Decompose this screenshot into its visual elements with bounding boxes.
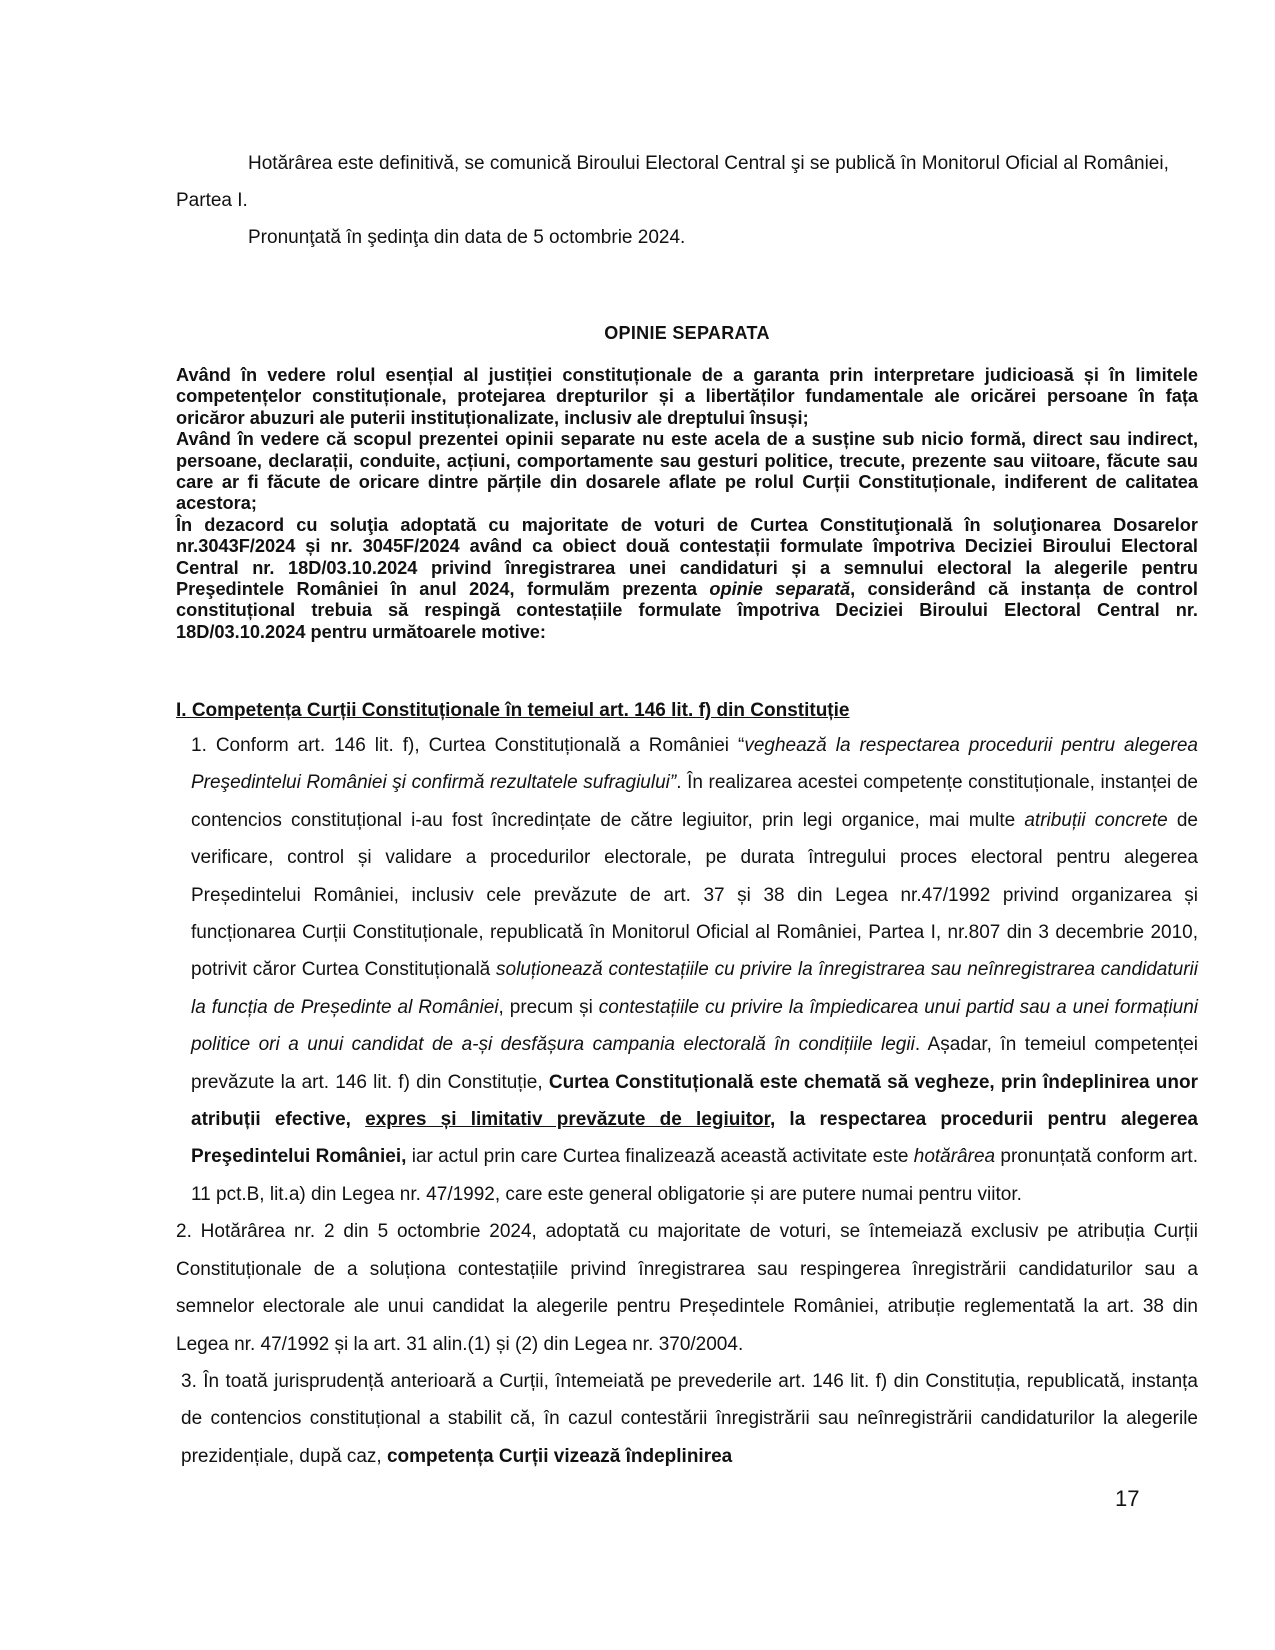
- body-text: [176, 727, 1198, 1475]
- bold-run: Curtea Constituțională este chemată să vegheze, prin îndeplinirea unor atribuții efective,: [191, 1071, 1198, 1131]
- preamble-emphasis: opinie separată: [709, 579, 851, 600]
- bold-run: competența Curții vizează îndeplinirea: [386, 1445, 733, 1467]
- text-run: , precum și: [498, 996, 599, 1018]
- bold-run: , la respectarea procedurii pentru alegerea Preşedintelui României,: [191, 1109, 1198, 1168]
- emphasis-run: atribuții concrete: [1024, 809, 1168, 831]
- section-title: OPINIE SEPARATA: [604, 323, 770, 343]
- preamble-paragraph-1: Având în vedere rolul esențial al justiției constituționale de a garanta prin interpretare judicioasă și în limitele competențelor constituționale, protejarea drepturilor și a libertăților fundamentale ale oricărei persoane în fața oricăror abuzuri ale puterii instituționalizate, inclusiv ale dreptului însuși;: [176, 365, 1198, 428]
- text-run: iar actul prin care Curtea finalizează această activitate este: [406, 1146, 914, 1168]
- quote-run: veghează la respectarea procedurii pentru alegerea Preşedintelui României şi confirmă rezultatele sufragiului”: [191, 735, 1198, 794]
- final-decision-paragraph: Hotărârea este definitivă, se comunică Biroului Electoral Central şi se publică în Monitorul Oficial al României, Partea I.: [176, 153, 1169, 211]
- text-run: 3. În toată jurisprudență anterioară a Curții, întemeiată pe prevederile art. 146 lit. f) din Constituția, republicată, instanța de contencios constituțional a stabilit că, în cazul contestării înregistrării sau neînregistrării candidaturilor la alegerile prezidențiale, după caz,: [181, 1370, 1198, 1467]
- text-run: pronunțată conform art. 11 pct.B, lit.a) din Legea nr. 47/1992, care este general obligatorie și are putere numai pentru viitor.: [191, 1146, 1198, 1205]
- preamble-paragraph-3: [176, 515, 1198, 643]
- emphasis-run: hotărârea: [913, 1146, 996, 1168]
- preamble-text-end: , considerând că instanța de control constituțional trebuia să respingă contestațiile formulate împotriva Deciziei Biroului Electoral Central nr. 18D/03.10.2024 pentru următoarele motive:: [176, 579, 1198, 642]
- page-number: 17: [1115, 1486, 1140, 1511]
- text-run: . Așadar, în temeiul competenței prevăzute la art. 146 lit. f) din Constituție,: [191, 1034, 1198, 1093]
- paragraph-3: [176, 1363, 1198, 1475]
- text-run: 1. Conform art. 146 lit. f), Curtea Constituțională a României “: [191, 735, 745, 756]
- paragraph-2: 2. Hotărârea nr. 2 din 5 octombrie 2024, adoptată cu majoritate de voturi, se întemeiază exclusiv pe atribuția Curții Constituționale de a soluționa contestațiile privind înregistrarea sau respingerea înregistrării candidaturilor sau a semnelor electorale ale unui candidat la alegerile pentru Președintele României, atribuție reglementată la art. 38 din Legea nr. 47/1992 și la art. 31 alin.(1) și (2) din Legea nr. 370/2004.: [176, 1221, 1198, 1355]
- emphasis-run: soluționează contestațiile cu privire la înregistrarea sau neînregistrarea candidaturii la funcția de Președinte al României: [191, 959, 1198, 1018]
- closing-paragraphs: [176, 145, 1198, 256]
- bold-underline-run: expres și limitativ prevăzute de legiuitor: [365, 1109, 770, 1131]
- preamble: [176, 365, 1198, 643]
- text-run: . În realizarea acestei competențe constituționale, instanței de contencios constituțional i-au fost încredințate de către legiuitor, prin legi organice, mai multe: [191, 772, 1198, 831]
- section-heading: I. Competența Curții Constituționale în temeiul art. 146 lit. f) din Constituție: [176, 700, 850, 721]
- preamble-text: În dezacord cu soluţia adoptată cu majoritate de voturi de Curtea Constituţională în soluţionarea Dosarelor nr.3043F/2024 și nr. 3045F/2024 având ca obiect două contestații formulate împotriva Deciziei Biroului Electoral Central nr. 18D/03.10.2024 privind înregistrarea unei candidaturi și a semnului electoral la alegerile pentru Preşedintele României în anul 2024, formulăm prezenta: [176, 514, 1198, 600]
- paragraph-1: [176, 727, 1198, 1213]
- emphasis-run: contestațiile cu privire la împiedicarea unui partid sau a unei formațiuni politice ori a unui candidat de a-și desfășura campania electorală în condițiile legii: [191, 996, 1198, 1056]
- preamble-paragraph-2: Având în vedere că scopul prezentei opinii separate nu este acela de a susține sub nicio formă, direct sau indirect, persoane, declarații, conduite, acțiuni, comportamente sau gesturi politice, trecute, prezente sau viitoare, făcute sau care ar fi făcute de oricare dintre părțile din dosarele aflate pe rolul Curții Constituționale, indiferent de calitatea acestora;: [176, 429, 1198, 514]
- text-run: de verificare, control și validare a procedurilor electorale, pe durata întregului proces electoral pentru alegerea Președintelui României, inclusiv cele prevăzute de art. 37 și 38 din Legea nr.47/1992 privind organizarea și funcționarea Curții Constituționale, republicată în Monitorul Oficial al României, Partea I, nr.807 din 3 decembrie 2010, potrivit căror Curtea Constituțională: [191, 809, 1198, 981]
- pronouncement-date: Pronunţată în şedinţa din data de 5 octombrie 2024.: [248, 227, 686, 248]
